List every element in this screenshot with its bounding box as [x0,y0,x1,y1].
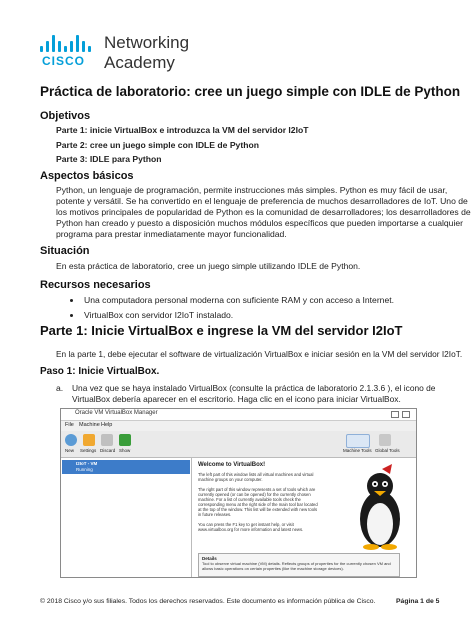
welcome-line: The left part of this window lists all virtual machines and virtual [198,472,314,477]
step-marker: a. [56,383,64,393]
settings-icon [83,434,95,446]
minimize-icon [391,411,399,418]
menu-help: Help [101,422,113,428]
paso1-heading: Paso 1: Inicie VirtualBox. [40,366,160,377]
cisco-logo-bars [40,34,98,52]
aspectos-line-3: los motivos principales de popularidad de Python es la comunidad de desarrolladores; los desarrolladores de [56,207,471,217]
vm-state: Running [76,467,93,472]
footer-copyright: © 2018 Cisco y/o sus filiales. Todos los derechos reservados. Este documento es información pública de Cisco. [40,598,376,605]
vbox-menubar [61,421,416,430]
menu-machine: Machine [79,422,100,428]
brand-line1: Networking [104,33,190,52]
tool-settings-label: Settings [80,448,97,453]
vbox-window-title: Oracle VM VirtualBox Manager [75,410,158,416]
vbox-titlebar [61,409,416,421]
bullet [70,299,73,302]
global-tools-label: Global Tools [375,448,400,453]
show-icon [119,434,131,446]
menu-file: File [65,422,74,428]
global-tools-icon [379,434,391,446]
situacion-heading: Situación [40,245,90,257]
welcome-line: in future releases. [198,512,232,517]
tool-new-label: New [65,448,75,453]
welcome-line: corresponding menu at the right side of the main tool bar located [198,502,318,507]
recurso-item-2: VirtualBox con servidor I2IoT instalado. [84,310,234,320]
objetivos-heading: Objetivos [40,110,91,122]
welcome-title: Welcome to VirtualBox! [198,462,266,468]
details-title: Details [202,556,217,561]
details-box [198,553,400,577]
vbox-welcome-pane [192,458,416,577]
aspectos-line-5: programa para prestar inmediatamente mayor funcionalidad. [56,229,287,239]
step-line-2: VirtualBox debería aparecer en el escritorio. Haga clic en el icono para iniciar VirtualBox. [72,394,401,404]
welcome-line: machine. For a list of currently available tools check the [198,497,301,502]
page-title: Práctica de laboratorio: cree un juego simple con IDLE de Python [40,84,461,99]
welcome-line: The right part of this window represents a set of tools which are [198,487,316,492]
welcome-line: machine groups on your computer. [198,477,263,482]
new-icon [65,434,77,446]
page-number: Página 1 de 5 [396,598,440,605]
parte1-heading: Parte 1: Inicie VirtualBox e ingrese la VM del servidor I2IoT [40,323,403,338]
vbox-vm-list [61,458,192,577]
aspectos-line-4: Python han creado y puesto a disposición muchos módulos específicos que pueden importarse a cualquier [56,218,464,228]
welcome-line: www.virtualbox.org for more information and latest news. [198,527,304,532]
brand-line2: Academy [104,53,175,72]
close-icon [402,411,410,418]
objetivo-part-1: Parte 1: inicie VirtualBox e introduzca la VM del servidor I2IoT [56,125,309,135]
machine-tools-icon [346,434,370,448]
penguin-mascot-icon [352,464,408,550]
step-line-1: Una vez que se haya instalado VirtualBox (consulte la práctica de laboratorio 2.1.3.6 ), el icono de [72,383,436,393]
aspectos-line-1: Python, un lenguaje de programación, permite instrucciones más simples. Python es muy fácil de usar, [56,185,448,195]
bullet [70,314,73,317]
discard-icon [101,434,113,446]
aspectos-line-2: potente y versátil. Se ha convertido en el lenguaje de preferencia de muchos desarrolladores de IoT. Uno de [56,196,468,206]
cisco-logo-word: CISCO [42,54,86,68]
welcome-line: You can press the F1 key to get instant help, or visit [198,522,294,527]
tool-show-label: Show [119,448,131,453]
vbox-toolbar [61,431,416,458]
recurso-item-1: Una computadora personal moderna con suficiente RAM y con acceso a Internet. [84,295,395,305]
objetivo-part-2: Parte 2: cree un juego simple con IDLE de Python [56,140,259,150]
parte1-intro: En la parte 1, debe ejecutar el software de virtualización VirtualBox e iniciar sesión en la VM del servidor I2IoT. [56,349,463,359]
situacion-text: En esta práctica de laboratorio, cree un juego simple utilizando IDLE de Python. [56,261,361,271]
welcome-line: at the top of the window. This list will be extended with new tools [198,507,318,512]
recursos-heading: Recursos necesarios [40,279,151,291]
welcome-line: currently opened (or can be opened) for the currently chosen [198,492,311,497]
vm-list-item [62,460,190,474]
virtualbox-screenshot [60,408,417,578]
details-text: Tool to observe virtual machine (VM) details. Reflects groups of properties for the currently chosen VM and allows basic operations on certain properties (like the machine storage devices). [202,561,391,571]
objetivo-part-3: Parte 3: IDLE para Python [56,154,162,164]
aspectos-heading: Aspectos básicos [40,170,134,182]
tool-discard-label: Discard [100,448,116,453]
vm-name: I2IoT - VM [76,461,98,466]
machine-tools-label: Machine Tools [343,448,372,453]
